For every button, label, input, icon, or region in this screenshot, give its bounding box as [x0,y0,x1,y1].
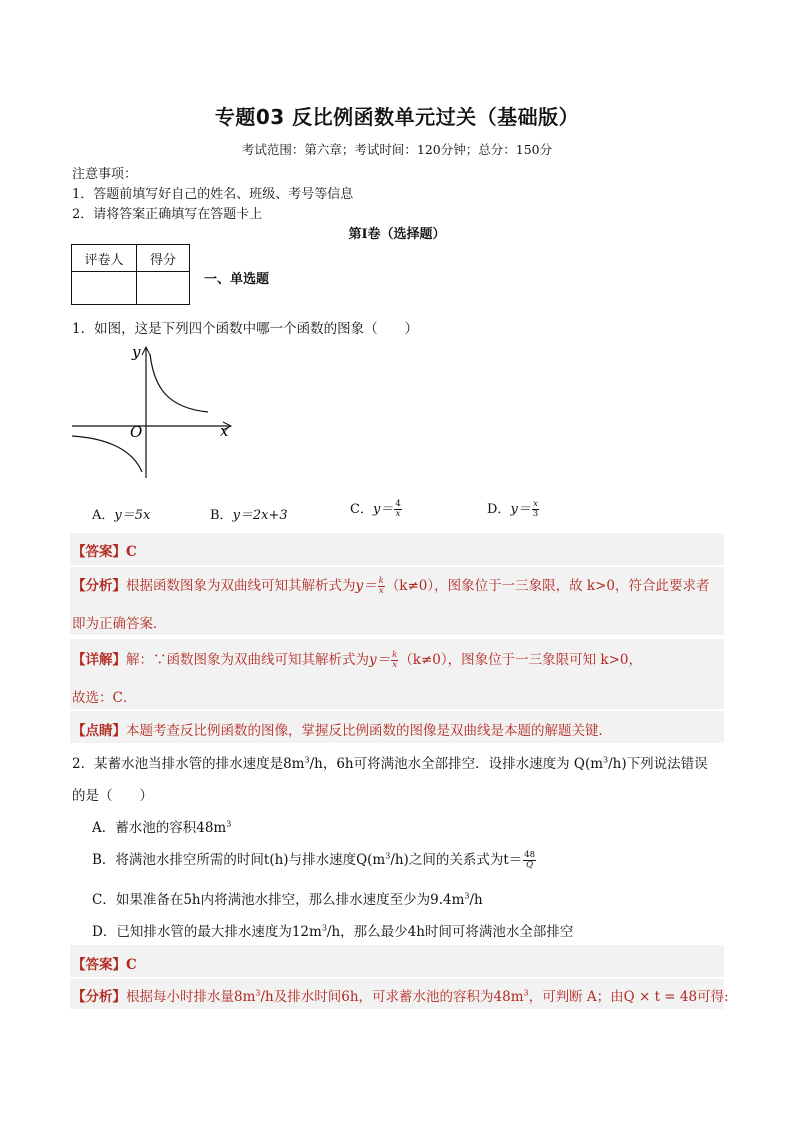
question-1-analysis-cont: 即为正确答案． [72,616,167,632]
notes-item-1: 1．答题前填写好自己的姓名、班级、考号等信息 [72,187,354,202]
grader-table [71,244,190,305]
notes-item-2: 2．请将答案正确填写在答题卡上 [72,207,263,222]
question-2-option-c: C．如果准备在5h内将满池水排空，那么排水速度至少为$9.4m^3/h$ [92,891,483,908]
question-2-option-b: B．将满池水排空所需的时间t(h)与排水速度$Q(m^3/h)$之间的关系式为t＝ $\frac{48}{Q}$ [92,850,536,870]
exam-info: 考试范围：第六章；考试时间：120分钟；总分：150分 [241,142,553,157]
question-1-option-d: D．y＝ $\frac{x}{3}$ [487,499,539,519]
hyperbola-graph [68,340,238,482]
question-2-answer: 【答案】C [72,957,137,973]
question-1-option-b: B．y＝2x+3 [210,508,288,523]
question-1-answer: 【答案】C [72,544,137,560]
x-axis-label: x [220,422,229,440]
answer-band-2 [70,945,724,977]
question-1-detail: 【详解】解：∵函数图象为双曲线可知其解析式为y＝ $\frac{k}{x}$ （k≠0），图象位于一三象限可知 k>0， [72,650,642,670]
question-1-stem: 1．如图，这是下列四个函数中哪一个函数的图象（ ） [72,321,419,337]
question-1-point: 【点睛】本题考查反比例函数的图像，掌握反比例函数的图像是双曲线是本题的解题关键． [72,723,612,739]
notes-heading: 注意事项： [72,167,138,182]
question-1-option-a: A．y＝5x [92,508,151,523]
question-1-option-c: C．y＝ $\frac{4}{x}$ [350,499,401,519]
curve-third-quadrant [72,436,142,472]
section-label: 一、单选题 [204,272,270,287]
page-title: 专题03 反比例函数单元过关（基础版） [214,105,580,129]
question-2-stem-cont: 的是（ ） [72,788,153,804]
answer-band [70,533,724,565]
grader-header-cell: 评卷人 [72,245,137,272]
curve-first-quadrant [150,354,208,412]
y-axis-label: y [132,343,141,361]
question-2-stem: 2．某蓄水池当排水管的排水速度是$8m^3/h$，6h可将满池水全部排空．设排水速度为 $Q(m^3/h)$下列说法错误 [72,755,708,772]
question-2-option-d: D．已知排水管的最大排水速度为$12m^3/h$，那么最少4h时间可将满池水全部排空 [92,923,574,940]
score-header-cell: 得分 [137,245,190,272]
question-2-option-a: A．蓄水池的容积$48m^3$ [92,819,232,836]
question-2-analysis: 【分析】根据每小时排水量$8m^3/h$及排水时间6h，可求蓄水池的容积为$48m^3$，可判断 A；由Q × t = 48可得: [72,988,729,1005]
question-1-analysis: 【分析】根据函数图象为双曲线可知其解析式为y＝ $\frac{k}{x}$ （k≠0），图象位于一三象限，故 k>0，符合此要求者 [72,576,710,596]
score-empty-cell [137,272,190,305]
grader-empty-cell [72,272,137,305]
section-title: 第Ⅰ卷（选择题） [348,227,446,242]
question-1-detail-conclusion: 故选：C． [72,690,137,706]
origin-label: O [130,423,143,441]
